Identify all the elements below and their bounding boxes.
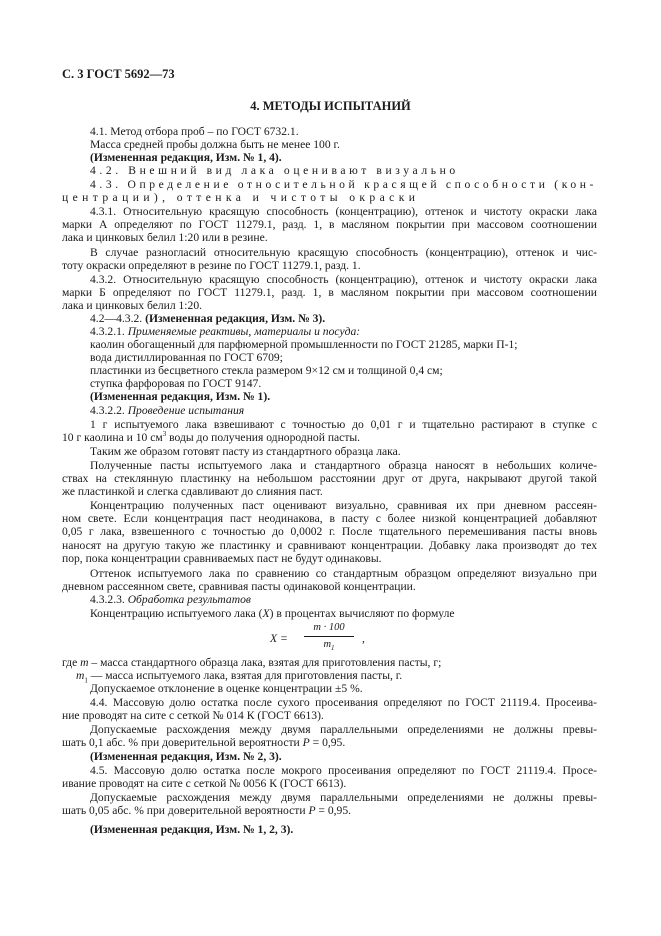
amendment-note: (Измененная редакция, Изм. № 3). xyxy=(145,312,326,325)
text-line: ивание проводят на сите с сеткой № 0056 К (ГОСТ 6613). xyxy=(62,777,347,790)
subsection-heading: Проведение испытания xyxy=(127,404,245,417)
text-segment: где xyxy=(62,656,81,669)
text-line: центрации), оттенка и чистоты окраски xyxy=(62,191,420,204)
text-segment: = 0,95. xyxy=(309,736,346,749)
clause-number: 4.2—4.3.2. xyxy=(90,312,146,325)
section-title: 4. МЕТОДЫ ИСПЫТАНИЙ xyxy=(250,99,411,113)
text-line: Допускаемые расхождения между двумя параллельными определениями не должны превы- xyxy=(90,723,597,736)
variable: m xyxy=(76,669,85,682)
text-line: наносят на другую такую же пластинку и сравнивают концентрации. Добавку лака производят до тех xyxy=(62,539,597,552)
text-line: 4.1. Метод отбора проб – по ГОСТ 6732.1. xyxy=(90,125,299,138)
text-segment: = 0,95. xyxy=(315,804,352,817)
text-line: лака и цинковых белил 1:20. xyxy=(62,299,203,312)
text-segment: воды до получения однородной пасты. xyxy=(166,431,361,444)
clause-number: 4.3.2.2. xyxy=(90,404,128,417)
amendment-note: (Измененная редакция, Изм. № 2, 3). xyxy=(90,750,282,763)
text-line: лака и цинковых белил 1:20 или в резине. xyxy=(62,231,268,244)
amendment-note: (Измененная редакция, Изм. № 1, 4). xyxy=(90,151,282,164)
formula-comma: , xyxy=(362,632,365,645)
text-line: 4.4. Массовую долю остатка после сухого просеивания определяют по ГОСТ 21119.4. Просеива- xyxy=(90,696,597,709)
text-line: 0,05 г лака, взвешенного с точностью до 0,0002 г. После тщательного перемешивания пасты вновь xyxy=(62,525,597,538)
text-line: 4.5. Массовую долю остатка после мокрого просеивания определяют по ГОСТ 21119.4. Просе- xyxy=(90,764,597,777)
formula-lhs: X = xyxy=(270,632,288,645)
text-line: марки А определяют по ГОСТ 11279.1, разд. 1, в масляном покрытии при массовом соотношении xyxy=(62,218,597,231)
text-segment: — масса испытуемого лака, взятая для приготовления пасты, г. xyxy=(87,669,403,682)
variable: P xyxy=(302,736,310,749)
text-line: 4.2. Внешний вид лака оценивают визуально xyxy=(90,164,459,177)
text-line: 4.3.2. Относительную красящую способность (концентрацию), оттенок и чистоту окраски лака xyxy=(90,273,597,286)
clause-number: 4.3.2.3. xyxy=(90,593,128,606)
text-segment: ) в процентах вычисляют по формуле xyxy=(269,607,455,620)
text-line: тоту окраски определяют в резине по ГОСТ 11279.1, разд. 1. xyxy=(62,259,361,272)
text-segment: 10 г каолина и 10 см xyxy=(62,431,163,444)
page-header: С. 3 ГОСТ 5692—73 xyxy=(62,67,175,81)
text-segment: шать 0,05 абс. % при доверительной вероятности xyxy=(62,804,309,817)
formula-denominator xyxy=(304,637,354,651)
amendment-note: (Измененная редакция, Изм. № 1). xyxy=(90,390,271,403)
clause-number: 4.3.2.1. xyxy=(90,325,128,338)
variable: P xyxy=(308,804,316,817)
text-line: дневном рассеянном свете, сравнивая пасты одинаковой концентрации. xyxy=(62,580,416,593)
text-line: марки Б определяют по ГОСТ 11279.1, разд. 1, в масляном покрытии при массовом соотношении xyxy=(62,286,597,299)
text-line: Масса средней пробы должна быть не менее 100 г. xyxy=(90,138,340,151)
text-line: Таким же образом готовят пасту из стандартного образца лака. xyxy=(90,445,401,458)
text-line: Допускаемое отклонение в оценке концентрации ±5 %. xyxy=(90,682,363,695)
variable: m xyxy=(323,639,332,650)
text-line xyxy=(62,325,597,338)
text-line: ном свете. Если концентрация паст неодинакова, в пасту с более низкой концентрацией добавляют xyxy=(62,512,597,525)
subscript: 1 xyxy=(84,676,88,685)
variable: m xyxy=(80,656,89,669)
text-segment: – масса стандартного образца лака, взятая для приготовления пасты, г; xyxy=(88,656,442,669)
text-line xyxy=(62,669,597,685)
text-line xyxy=(62,804,597,817)
text-line: Концентрацию полученных паст оценивают визуально, сравнивая их при дневном рассеян- xyxy=(90,499,597,512)
text-line: Оттенок испытуемого лака по сравнению со стандартным образцом определяют визуально при xyxy=(90,567,597,580)
text-line: Полученные пасты испытуемого лака и стандартного образца наносят в небольших количе- xyxy=(90,459,597,472)
text-line: пор, пока концентрации сравниваемых паст не будут одинаковы. xyxy=(62,552,382,565)
list-item: пластинки из бесцветного стекла размером 9×12 см и толщиной 0,4 см; xyxy=(90,364,443,377)
text-line: же пластинкой и слегка сдавливают до слияния паст. xyxy=(62,485,323,498)
list-item: каолин обогащенный для парфюмерной промышленности по ГОСТ 21285, марки П-1; xyxy=(90,338,518,351)
text-line xyxy=(62,736,597,749)
subscript: 1 xyxy=(331,644,335,653)
text-line: 4.3.1. Относительную красящую способность (концентрацию), оттенок и чистоту окраски лака xyxy=(90,205,597,218)
list-item: вода дистиллированная по ГОСТ 6709; xyxy=(90,351,283,364)
text-line: Допускаемые расхождения между двумя параллельными определениями не должны превы- xyxy=(90,791,597,804)
text-line: ствах на стеклянную пластинку на небольшом расстоянии друг от друга, накрывают другой такой xyxy=(62,472,597,485)
subsection-heading: Обработка результатов xyxy=(127,593,251,606)
variable: X xyxy=(262,607,270,620)
text-line xyxy=(62,607,597,620)
formula-fraction xyxy=(304,622,354,651)
text-line xyxy=(62,312,597,325)
list-item: ступка фарфоровая по ГОСТ 9147. xyxy=(90,377,262,390)
text-segment: шать 0,1 абс. % при доверительной вероятности xyxy=(62,736,303,749)
subsection-heading: Применяемые реактивы, материалы и посуда: xyxy=(127,325,361,338)
concentration-formula xyxy=(270,622,390,656)
text-line: В случае разногласий относительную красящую способность (концентрацию), оттенок и чис- xyxy=(90,246,597,259)
text-line: 4.3. Определение относительной красящей способности (кон- xyxy=(90,178,597,191)
text-line xyxy=(62,656,597,669)
text-line: 1 г испытуемого лака взвешивают с точностью до 0,01 г и тщательно растирают в ступке с xyxy=(90,418,597,431)
formula-numerator: m · 100 xyxy=(304,622,354,637)
amendment-note: (Измененная редакция, Изм. № 1, 2, 3). xyxy=(90,823,294,836)
text-segment: Концентрацию испытуемого лака ( xyxy=(90,607,263,620)
text-line xyxy=(62,431,597,444)
text-line xyxy=(62,593,597,606)
text-line: ние проводят на сите с сеткой № 014 К (ГОСТ 6613). xyxy=(62,709,324,722)
superscript: 3 xyxy=(162,430,167,439)
text-line xyxy=(62,404,597,417)
